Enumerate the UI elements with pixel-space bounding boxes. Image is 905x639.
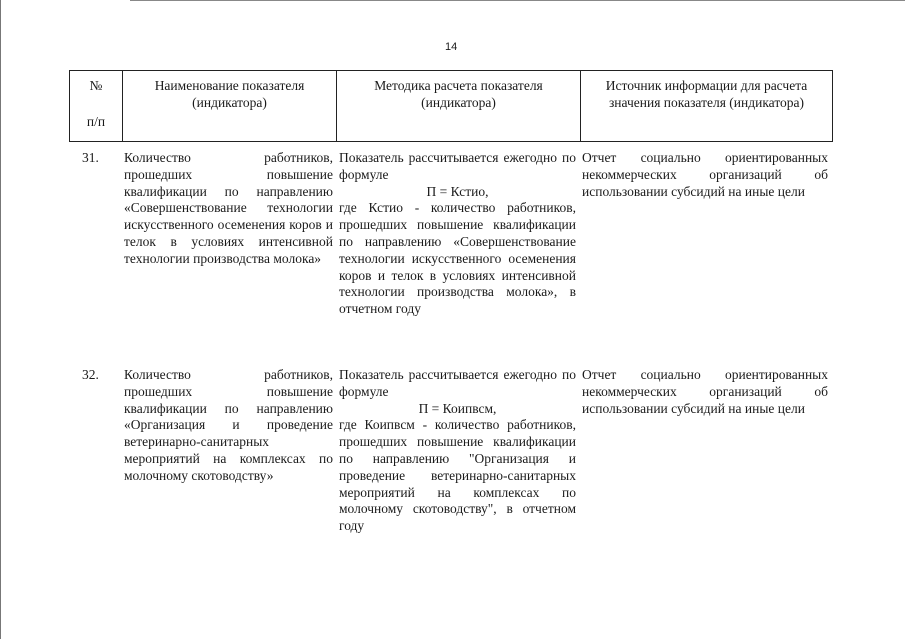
method-formula: П = Коипвсм, xyxy=(418,400,497,416)
table-header-row xyxy=(70,71,833,142)
calculation-method xyxy=(339,367,576,535)
header-col-name: Наименование показателя (индикатора) xyxy=(123,71,337,142)
header-col-num: № п/п xyxy=(70,71,123,142)
header-col-source: Источник информации для расчета значения показателя (индикатора) xyxy=(581,71,833,142)
information-source: Отчет социально ориентированных некоммерческих организаций об использовании субсидий на иные цели xyxy=(582,367,828,416)
table-header xyxy=(69,70,833,142)
header-col-method: Методика расчета показателя (индикатора) xyxy=(337,71,581,142)
page-number: 14 xyxy=(445,41,458,53)
method-description: где Кстио - количество работников, прошедших повышение квалификации по направлению «Совершенствование технологии искусственного осеменения коров и телок в условиях интенсивной технологии производства молока», в отчетном году xyxy=(339,200,576,317)
calculation-method xyxy=(339,150,576,318)
indicator-name: Количество работников, прошедших повышение квалификации по направлению «Организация и проведение ветеринарно-санитарных мероприятий на комплексах по молочному скотоводству» xyxy=(124,367,333,483)
method-description: где Коипвсм - количество работников, прошедших повышение квалификации по направлению "Организация и проведение ветеринарно-санитарных мероприятий на комплексах по молочному скотоводству", в отчетном году xyxy=(339,417,576,534)
row-number: 32. xyxy=(82,367,99,382)
indicator-name: Количество работников, прошедших повышение квалификации по направлению «Совершенствование технологии искусственного осеменения коров и телок в условиях интенсивной технологии производства молока» xyxy=(124,150,333,266)
method-intro: Показатель рассчитывается ежегодно по формуле xyxy=(339,367,576,399)
scan-top-line xyxy=(130,0,905,1)
method-intro: Показатель рассчитывается ежегодно по формуле xyxy=(339,150,576,182)
row-number: 31. xyxy=(82,150,99,165)
information-source: Отчет социально ориентированных некоммерческих организаций об использовании субсидий на иные цели xyxy=(582,150,828,199)
scan-left-edge xyxy=(0,0,1,639)
method-formula: П = Кстио, xyxy=(426,183,489,199)
